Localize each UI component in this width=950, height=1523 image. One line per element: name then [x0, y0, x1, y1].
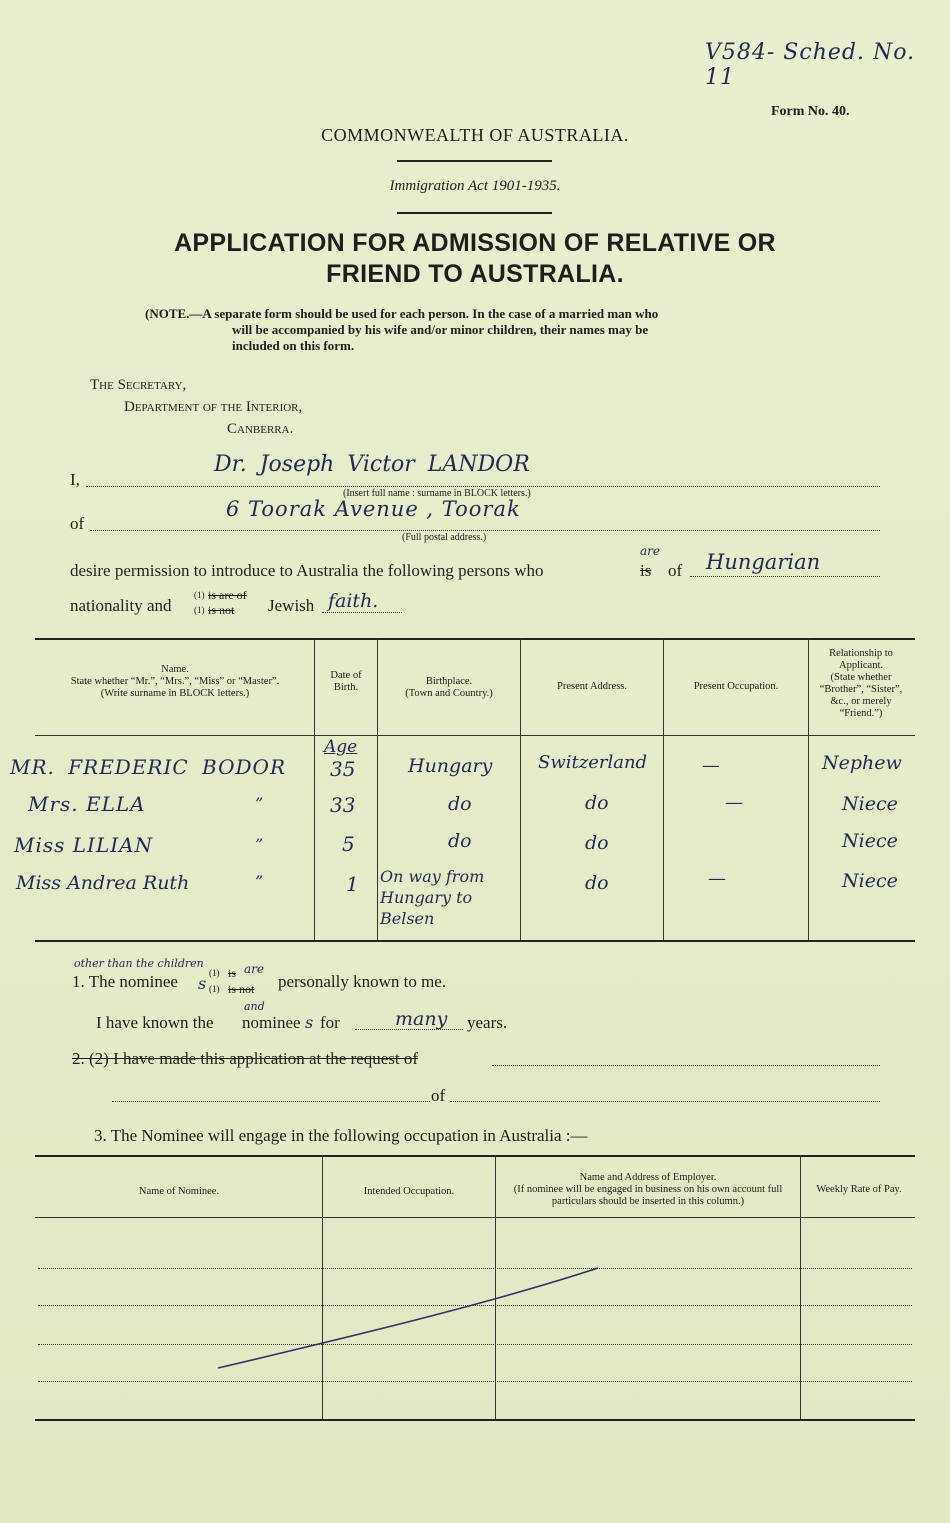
occ-header-employer: Name and Address of Employer. (If nominee will be engaged in business on his own account full particulars should be inserted in this column.): [513, 1172, 783, 1207]
of-label: of: [70, 514, 85, 533]
section1-sup: (1): [209, 968, 220, 978]
row1-address[interactable]: Switzerland: [538, 752, 648, 773]
title-line-2: FRIEND TO AUSTRALIA.: [326, 260, 624, 288]
header-dob: Date of Birth.: [330, 670, 362, 693]
row1-dob[interactable]: 35: [330, 757, 356, 781]
note-line-3: included on this form.: [232, 338, 355, 353]
superscript-1: (1): [194, 590, 205, 600]
known-s: s: [305, 1013, 314, 1032]
section1-sup-2: (1): [209, 984, 220, 994]
row3-ditto: ”: [255, 835, 264, 854]
row4-dob[interactable]: 1: [346, 872, 359, 896]
row2-relationship[interactable]: Niece: [842, 793, 898, 815]
row1-relationship[interactable]: Nephew: [822, 752, 902, 774]
row4-name[interactable]: Miss Andrea Ruth: [16, 872, 190, 894]
faith-prefix: Jewish: [268, 596, 315, 615]
section1-text-a: 1. The nominee: [72, 972, 178, 991]
row2-ditto: ”: [255, 794, 264, 813]
header-name: Name. State whether “Mr.”, “Mrs.”, “Miss” or “Master”. (Write surname in BLOCK letters.): [70, 664, 280, 699]
row3-birthplace[interactable]: do: [448, 830, 472, 852]
is-option-2: is not: [208, 603, 235, 617]
occ-header-nominee: Name of Nominee.: [138, 1186, 220, 1197]
section3-text: 3. The Nominee will engage in the following occupation in Australia :—: [94, 1126, 588, 1145]
row3-dob[interactable]: 5: [342, 832, 355, 856]
addressee-line-2: Department of the Interior,: [124, 399, 303, 415]
row2-birthplace[interactable]: do: [448, 793, 472, 815]
row1-occupation[interactable]: —: [702, 755, 720, 776]
section1-is-not-struck: is not: [228, 982, 255, 996]
applicant-address[interactable]: 6 Toorak Avenue , Toorak: [226, 497, 521, 521]
addressee-line-3: Canberra.: [227, 421, 294, 437]
row2-name[interactable]: Mrs. ELLA: [28, 792, 146, 816]
form-number: Form No. 40.: [771, 104, 850, 119]
is-option-1: is are of: [208, 588, 247, 602]
country-heading: COMMONWEALTH OF AUSTRALIA.: [321, 125, 629, 145]
header-address: Present Address.: [557, 681, 627, 692]
section1-is-struck: is: [228, 966, 237, 980]
title-line-1: APPLICATION FOR ADMISSION OF RELATIVE OR: [174, 229, 776, 257]
header-occupation: Present Occupation.: [693, 681, 779, 692]
known-mid: nominee: [242, 1013, 301, 1032]
for-text: for: [320, 1013, 340, 1032]
row4-address[interactable]: do: [585, 872, 609, 894]
row4-ditto: ”: [255, 872, 264, 891]
section2-text: 2. (2) I have made this application at the request of: [72, 1049, 419, 1068]
row4-birthplace[interactable]: On way from Hungary to Belsen: [380, 867, 485, 928]
nationality-value[interactable]: Hungarian: [706, 550, 821, 574]
are-insert: are: [640, 544, 660, 558]
occ-header-occupation: Intended Occupation.: [363, 1186, 455, 1197]
row2-dob[interactable]: 33: [330, 793, 356, 817]
years-suffix: years.: [467, 1013, 508, 1032]
section1-are-insert: are: [244, 962, 264, 976]
permission-text: desire permission to introduce to Australia the following persons who: [70, 561, 544, 580]
row1-name[interactable]: MR. FREDERIC BODOR: [10, 755, 286, 779]
address-hint: (Full postal address.): [402, 532, 487, 543]
row4-relationship[interactable]: Niece: [842, 870, 898, 892]
section1-s-insert: s: [198, 974, 207, 993]
row3-name[interactable]: Miss LILIAN: [14, 833, 154, 857]
row2-occupation[interactable]: —: [725, 792, 743, 813]
name-hint: (Insert full name : surname in BLOCK letters.): [343, 488, 531, 499]
and-insert: and: [244, 1000, 265, 1013]
known-prefix: I have known the: [96, 1013, 214, 1032]
applicant-prefix: I,: [70, 470, 80, 489]
row2-address[interactable]: do: [585, 792, 609, 814]
note-line-1: (NOTE.—A separate form should be used for each person. In the case of a married man who: [145, 306, 659, 321]
section1-text-b: personally known to me.: [278, 972, 447, 991]
act-heading: Immigration Act 1901-1935.: [389, 178, 561, 194]
header-relationship: Relationship to Applicant. (State whether “Brother”, “Sister”, &c., or merely “Friend.”): [819, 648, 903, 719]
superscript-2: (1): [194, 605, 205, 615]
occ-header-rate: Weekly Rate of Pay.: [816, 1184, 902, 1195]
of-text: of: [668, 561, 683, 580]
row3-address[interactable]: do: [585, 832, 609, 854]
header-birthplace: Birthplace. (Town and Country.): [405, 676, 493, 699]
applicant-name[interactable]: Dr. Joseph Victor LANDOR: [214, 452, 530, 477]
addressee-line-1: The Secretary,: [90, 377, 187, 393]
row3-relationship[interactable]: Niece: [842, 830, 898, 852]
nationality-label: nationality and: [70, 596, 172, 615]
handwritten-reference: V584- Sched. No. 11: [705, 40, 916, 90]
row4-occupation[interactable]: —: [708, 868, 726, 889]
row1-birthplace[interactable]: Hungary: [408, 755, 493, 777]
is-struck: is: [640, 561, 652, 580]
section1-annotation: other than the children: [74, 957, 204, 970]
section2-of: of: [431, 1086, 446, 1105]
dob-annotation: Age: [324, 737, 358, 757]
years-value[interactable]: many: [395, 1008, 448, 1030]
faith-value[interactable]: faith.: [328, 590, 379, 612]
note-line-2: will be accompanied by his wife and/or minor children, their names may be: [232, 322, 649, 337]
